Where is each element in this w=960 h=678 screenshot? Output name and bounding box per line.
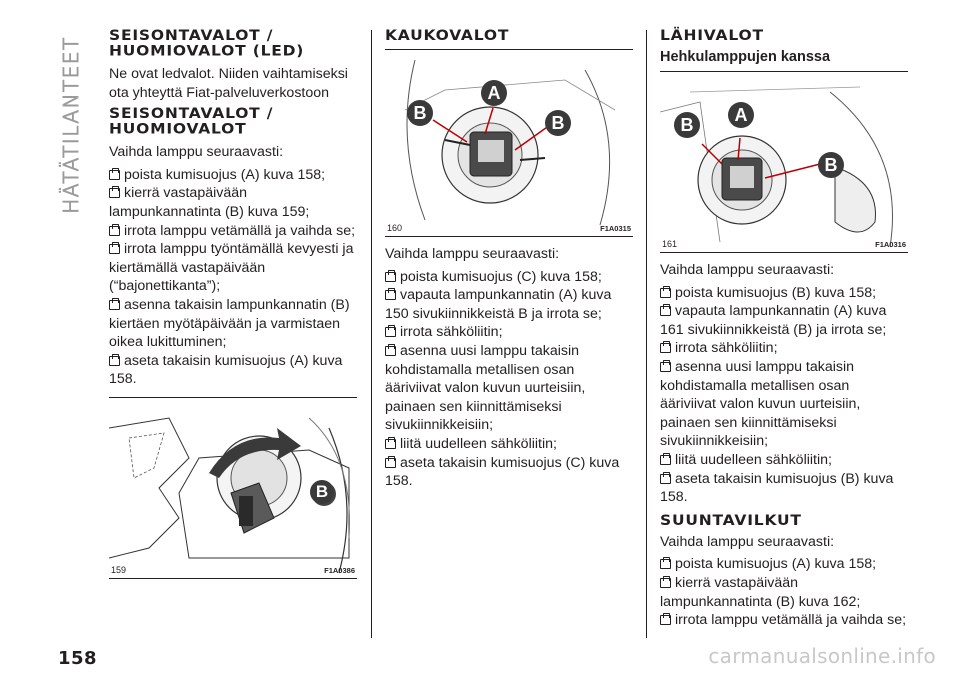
bullet-icon [660, 288, 671, 298]
bullet-icon [385, 327, 396, 337]
column-divider-2 [646, 30, 647, 638]
step-item: aseta takaisin kumisuojus (A) kuva 158. [109, 352, 343, 388]
bullet-icon [109, 300, 120, 310]
step-item: irrota lamppu työntämällä kevyesti ja kiertämällä vastapäivään (“bajonettikanta”); [109, 241, 354, 295]
bullet-icon [660, 615, 671, 625]
heading-suuntavilkut: SUUNTAVILKUT [660, 511, 802, 529]
step-item: poista kumisuojus (A) kuva 158; [660, 555, 908, 574]
figure-caption [387, 223, 631, 233]
bullet-icon [109, 226, 120, 236]
step-item: poista kumisuojus (A) kuva 158; [109, 166, 357, 185]
bullet-icon [109, 356, 120, 366]
step-item: liitä uudelleen sähköliitin; [385, 435, 633, 454]
bullet-icon [109, 188, 120, 198]
bullet-icon [385, 272, 396, 282]
bullet-icon [660, 578, 671, 588]
figure-159 [109, 397, 357, 579]
figure-number: 161 [662, 239, 678, 249]
section-tab [58, 30, 84, 220]
heading-seisontavalot: SEISONTAVALOT / HUOMIOVALOT [109, 105, 274, 138]
lead-text: Vaihda lamppu seuraavasti: [660, 533, 835, 550]
step-item: poista kumisuojus (C) kuva 158; [385, 268, 633, 287]
step-item: kierrä vastapäivään lampunkannatinta (B) kuva 159; [109, 185, 310, 220]
figure-161 [660, 71, 908, 253]
step-item: poista kumisuojus (B) kuva 158; [660, 284, 908, 303]
bullet-icon [385, 290, 396, 300]
lead-text: Vaihda lamppu seuraavasti: [385, 246, 560, 262]
callout-label-a: A [481, 80, 507, 106]
column-1 [109, 28, 357, 587]
callout-label-b: B [407, 100, 433, 126]
bullet-icon [385, 458, 396, 468]
column-2 [385, 28, 633, 491]
step-item: irrota lamppu vetämällä ja vaihda se; [109, 222, 357, 241]
figure-160 [385, 49, 633, 237]
callout-label: B [310, 480, 334, 504]
figure-caption [662, 239, 906, 249]
step-item: aseta takaisin kumisuojus (C) kuva 158. [385, 454, 620, 490]
bullet-icon [660, 362, 671, 372]
page-number: 158 [58, 648, 98, 669]
watermark: carmanualsonline.info [708, 644, 936, 668]
figure-code: F1A0386 [324, 565, 355, 575]
step-item: irrota sähköliitin; [385, 323, 633, 342]
step-item: asenna uusi lamppu takaisin kohdistamalla metallisen osan ääriviivat valon kuvun uurteisiin, painaen sen kiinnittämiseksi sivukiinnikkeisiin; [385, 342, 586, 434]
heading-lahivalot: LÄHIVALOT [660, 27, 764, 44]
heading-seisontavalot-led: SEISONTAVALOT / HUOMIOVALOT (LED) [109, 27, 305, 60]
step-item: vapauta lampunkannatin (A) kuva 161 sivukiinnikkeistä (B) ja irrota se; [660, 303, 887, 338]
column-divider-1 [371, 30, 372, 638]
callout-label-b: B [674, 112, 700, 138]
step-item: irrota lamppu vetämällä ja vaihda se; [660, 611, 908, 630]
step-item: asenna uusi lamppu takaisin kohdistamalla metallisen osan ääriviivat valon kuvun uurteisiin, painaen sen kiinnittämiseksi sivukiinnikkeisiin; [660, 358, 861, 450]
heading-kaukovalot: KAUKOVALOT [385, 27, 510, 44]
low-beam-illustration [660, 72, 908, 254]
bullet-icon [660, 455, 671, 465]
step-item: irrota sähköliitin; [660, 339, 908, 358]
figure-code: F1A0315 [600, 224, 631, 233]
bullet-icon [109, 170, 120, 180]
figure-number: 160 [387, 223, 403, 233]
column-3 [660, 28, 908, 630]
high-beam-illustration [385, 50, 633, 238]
step-item: liitä uudelleen sähköliitin; [660, 451, 908, 470]
bullet-icon [385, 346, 396, 356]
bullet-icon [109, 244, 120, 254]
callout-label-a: A [728, 102, 754, 128]
bullet-icon [660, 474, 671, 484]
figure-caption [111, 565, 355, 575]
lead-text: Vaihda lamppu seuraavasti: [109, 144, 284, 161]
subheading: Hehkulamppujen kanssa [660, 49, 831, 65]
step-item: vapauta lampunkannatin (A) kuva 150 sivukiinnikkeistä B ja irrota se; [385, 287, 612, 322]
callout-label-b: B [545, 110, 571, 136]
bullet-icon [385, 439, 396, 449]
figure-number: 159 [111, 564, 127, 575]
step-item: kierrä vastapäivään lampunkannatinta (B) kuva 162; [660, 574, 861, 610]
section-tab-label: HÄTÄTILANTEET [59, 36, 83, 214]
figure-code: F1A0316 [875, 240, 906, 249]
lead-text: Vaihda lamppu seuraavasti: [660, 262, 835, 278]
intro-text: Ne ovat ledvalot. Niiden vaihtamiseksi ota yhteyttä Fiat-palveluverkostoon [109, 66, 348, 101]
step-item: aseta takaisin kumisuojus (B) kuva 158. [660, 470, 894, 506]
bullet-icon [660, 559, 671, 569]
step-item: asenna takaisin lampunkannatin (B) kiertäen myötäpäivään ja varmistaen oikea lukittuminen; [109, 296, 350, 351]
bullet-icon [660, 343, 671, 353]
bullet-icon [660, 306, 671, 316]
callout-label-b: B [818, 152, 844, 178]
